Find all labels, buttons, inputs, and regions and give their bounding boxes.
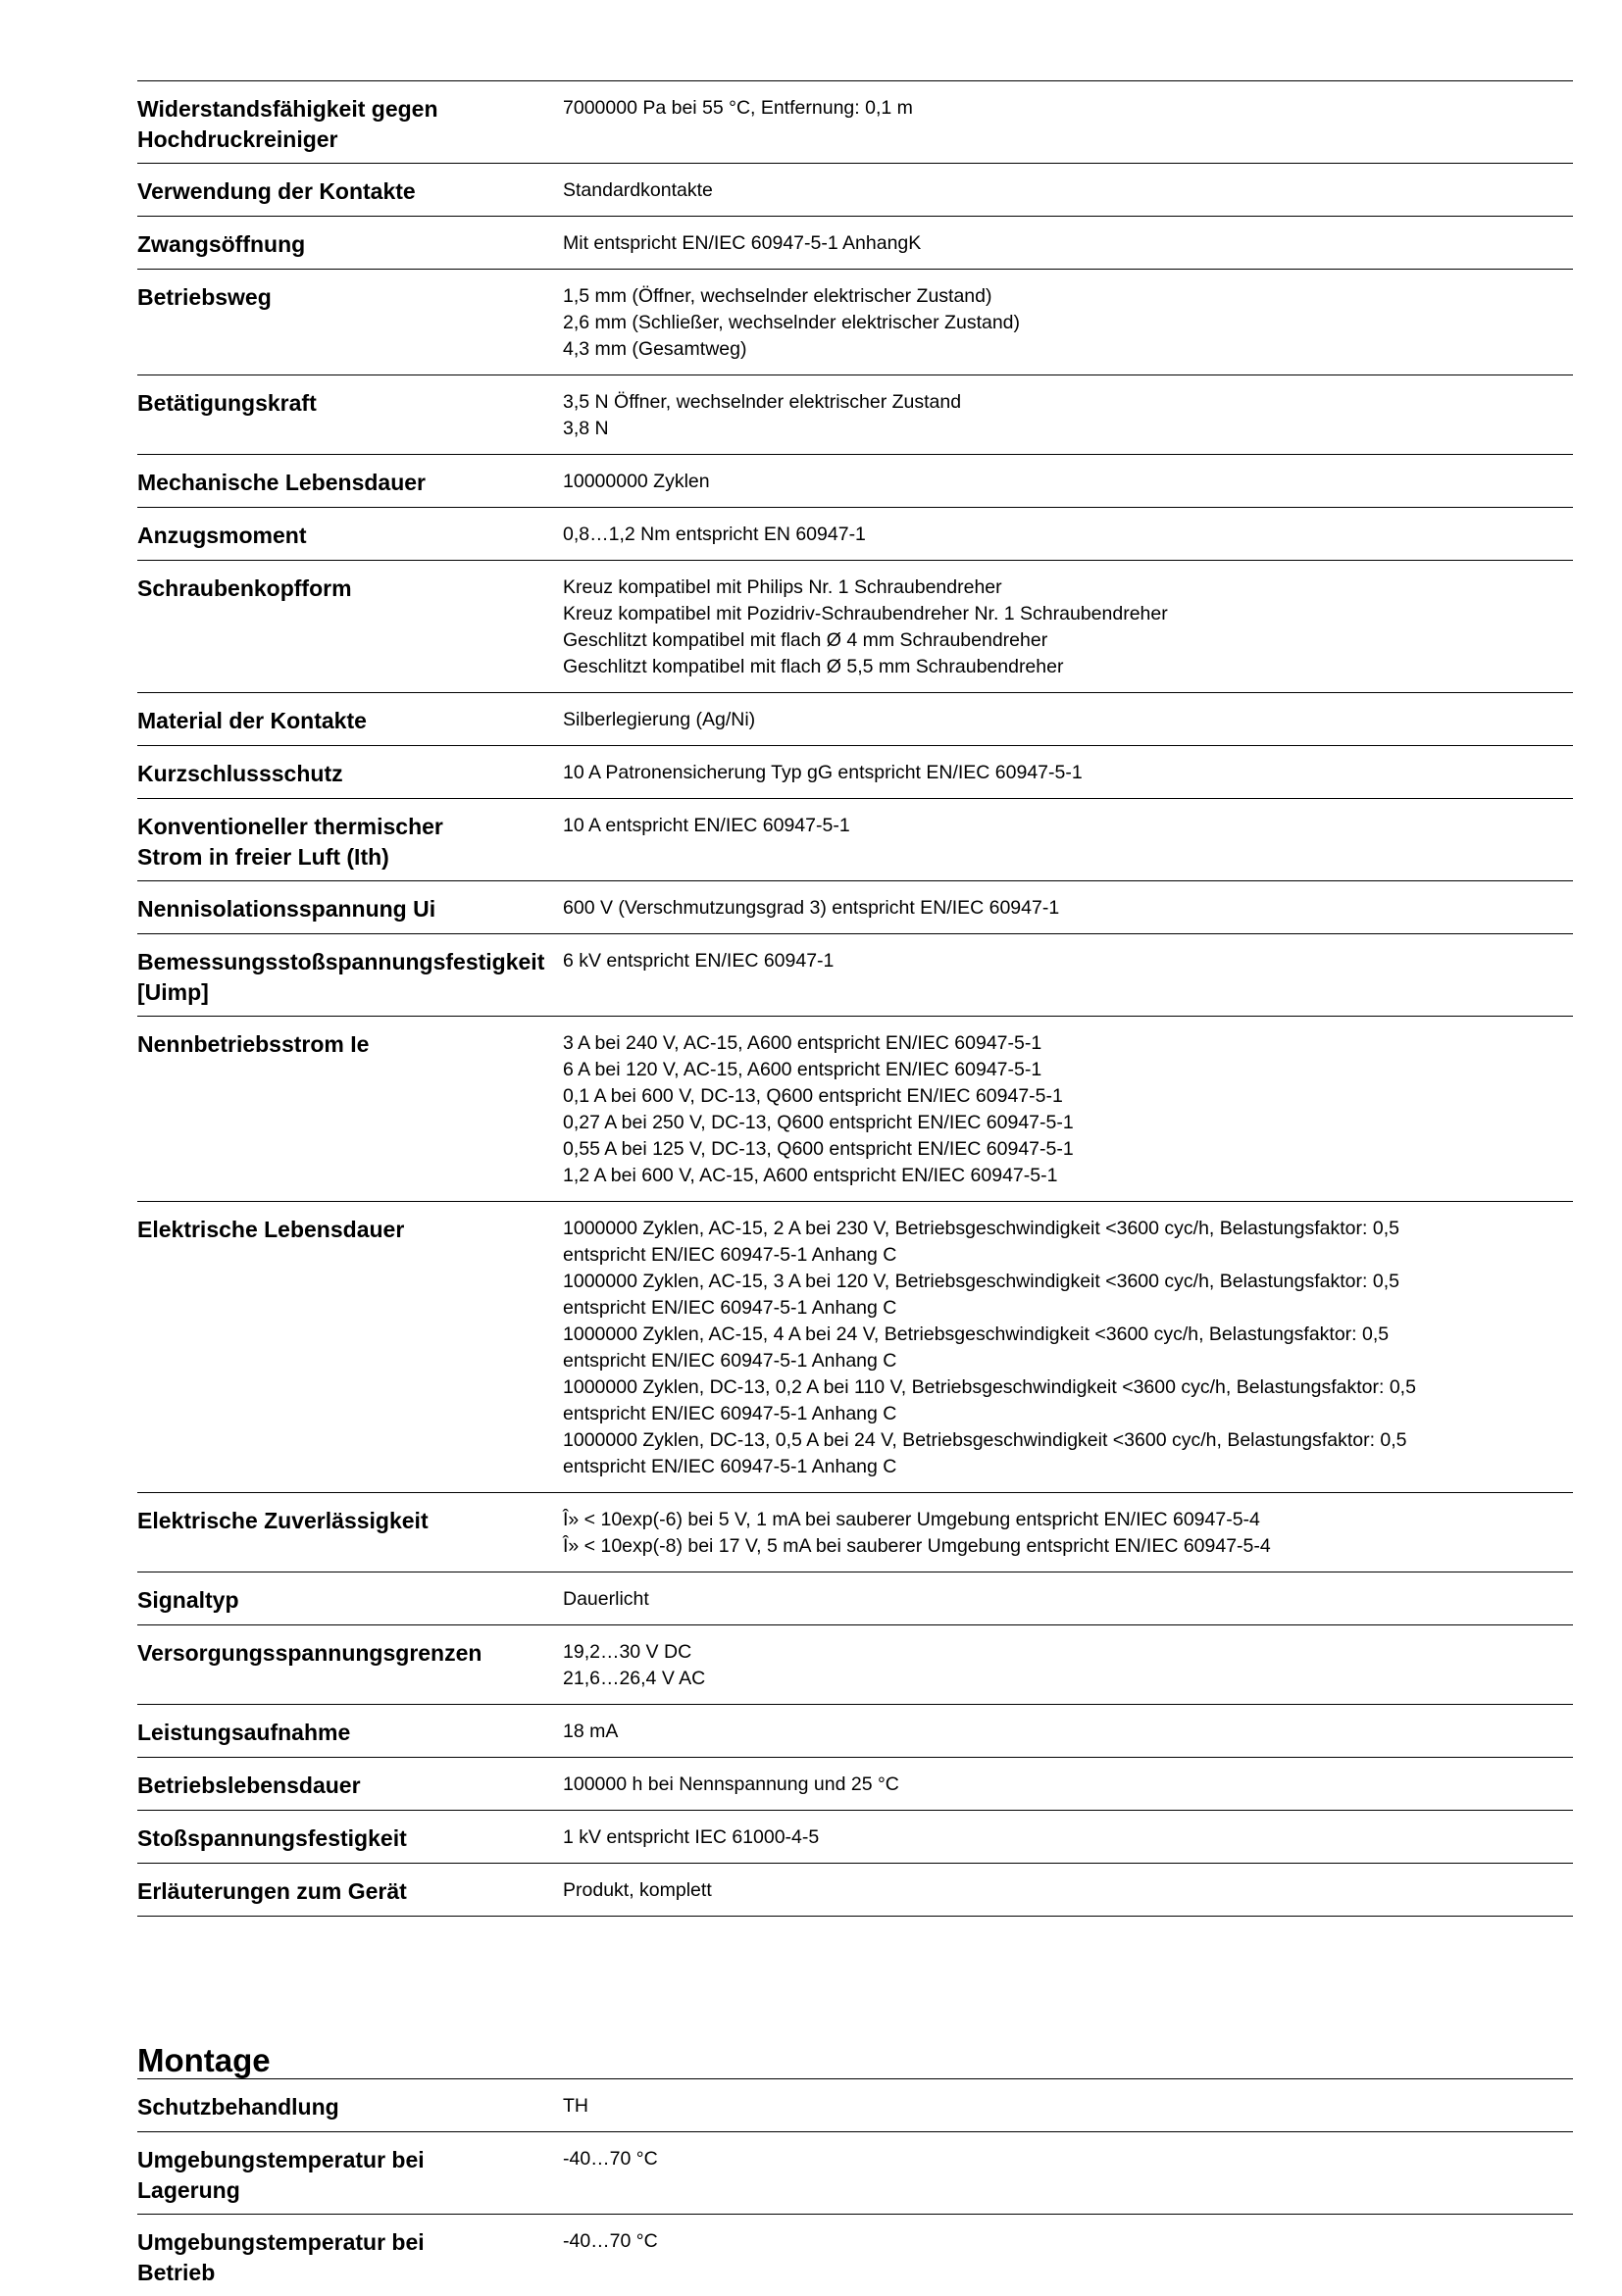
spec-label: Bemessungsstoßspannungsfestigkeit [Uimp]	[137, 949, 545, 1005]
spec-row	[137, 560, 1573, 692]
spec-value	[563, 561, 1573, 692]
spec-label: Betätigungskraft	[137, 390, 317, 416]
section-title-montage: Montage	[137, 2042, 271, 2078]
spec-value	[563, 81, 1573, 163]
spec-value	[563, 799, 1573, 880]
spec-label: Umgebungstemperatur bei Betrieb	[137, 2229, 425, 2285]
spec-value-line: 600 V (Verschmutzungsgrad 3) entspricht EN/IEC 60947-1	[563, 897, 1060, 919]
spec-value	[563, 1493, 1573, 1572]
spec-value-line: 3 A bei 240 V, AC-15, A600 entspricht EN/IEC 60947-5-1	[563, 1032, 1042, 1054]
spec-value	[563, 1572, 1573, 1624]
spec-value-line: Geschlitzt kompatibel mit flach Ø 4 mm Schraubendreher	[563, 629, 1048, 651]
spec-value-line: Produkt, komplett	[563, 1879, 712, 1901]
spec-label: Umgebungstemperatur bei Lagerung	[137, 2147, 425, 2203]
spec-label: Nennbetriebsstrom Ie	[137, 1031, 370, 1057]
spec-row	[137, 798, 1573, 880]
spec-label: Verwendung der Kontakte	[137, 178, 416, 204]
spec-row	[137, 1016, 1573, 1201]
spec-value-line: 1 kV entspricht IEC 61000-4-5	[563, 1826, 820, 1848]
spec-label: Elektrische Lebensdauer	[137, 1217, 405, 1242]
spec-value	[563, 164, 1573, 216]
spec-value	[563, 1017, 1573, 1201]
spec-value	[563, 2132, 1573, 2214]
spec-label: Schraubenkopfform	[137, 575, 352, 601]
spec-row	[137, 269, 1573, 374]
spec-value	[563, 1811, 1573, 1863]
spec-table	[137, 80, 1573, 1917]
spec-value	[563, 2215, 1573, 2296]
spec-row	[137, 1624, 1573, 1704]
spec-label: Betriebsweg	[137, 284, 272, 310]
spec-value-line: Silberlegierung (Ag/Ni)	[563, 709, 756, 730]
spec-value-line: 1000000 Zyklen, DC-13, 0,2 A bei 110 V, Betriebsgeschwindigkeit <3600 cyc/h, Belastungsfaktor: 0,5	[563, 1376, 1416, 1398]
spec-value	[563, 270, 1573, 374]
spec-value-line: Kreuz kompatibel mit Pozidriv-Schraubendreher Nr. 1 Schraubendreher	[563, 603, 1168, 624]
spec-value-line: 6 A bei 120 V, AC-15, A600 entspricht EN/IEC 60947-5-1	[563, 1059, 1042, 1080]
spec-value-line: 10 A Patronensicherung Typ gG entspricht EN/IEC 60947-5-1	[563, 762, 1083, 783]
spec-label: Stoßspannungsfestigkeit	[137, 1825, 407, 1851]
spec-value-line: 19,2…30 V DC	[563, 1641, 692, 1663]
spec-row	[137, 163, 1573, 216]
spec-label: Elektrische Zuverlässigkeit	[137, 1508, 429, 1533]
spec-value-line: entspricht EN/IEC 60947-5-1 Anhang C	[563, 1244, 897, 1266]
spec-value-line: 1000000 Zyklen, DC-13, 0,5 A bei 24 V, Betriebsgeschwindigkeit <3600 cyc/h, Belastungsfaktor: 0,5	[563, 1429, 1407, 1451]
spec-value-line: 1000000 Zyklen, AC-15, 4 A bei 24 V, Betriebsgeschwindigkeit <3600 cyc/h, Belastungsfaktor: 0,5	[563, 1323, 1390, 1345]
spec-row	[137, 880, 1573, 933]
spec-value-line: 3,5 N Öffner, wechselnder elektrischer Zustand	[563, 391, 962, 413]
spec-row	[137, 1572, 1573, 1624]
spec-row	[137, 216, 1573, 269]
spec-row	[137, 507, 1573, 560]
spec-row	[137, 1863, 1573, 1917]
spec-row	[137, 745, 1573, 798]
spec-label: Widerstandsfähigkeit gegen Hochdruckreiniger	[137, 96, 438, 152]
spec-value-line: 7000000 Pa bei 55 °C, Entfernung: 0,1 m	[563, 97, 913, 119]
spec-value-line: entspricht EN/IEC 60947-5-1 Anhang C	[563, 1403, 897, 1424]
spec-value-line: 4,3 mm (Gesamtweg)	[563, 338, 747, 360]
spec-value-line: 2,6 mm (Schließer, wechselnder elektrischer Zustand)	[563, 312, 1021, 333]
spec-row	[137, 1757, 1573, 1810]
spec-row	[137, 692, 1573, 745]
spec-value-line: 0,55 A bei 125 V, DC-13, Q600 entspricht EN/IEC 60947-5-1	[563, 1138, 1074, 1160]
spec-row	[137, 2078, 1573, 2131]
spec-value-line: 100000 h bei Nennspannung und 25 °C	[563, 1773, 899, 1795]
spec-value-line: entspricht EN/IEC 60947-5-1 Anhang C	[563, 1456, 897, 1477]
spec-value-line: 3,8 N	[563, 418, 609, 439]
spec-value	[563, 1758, 1573, 1810]
spec-label: Anzugsmoment	[137, 523, 307, 548]
spec-value-line: Kreuz kompatibel mit Philips Nr. 1 Schraubendreher	[563, 576, 1002, 598]
spec-value	[563, 881, 1573, 933]
spec-value	[563, 1625, 1573, 1704]
spec-label: Nennisolationsspannung Ui	[137, 896, 436, 922]
spec-value-line: TH	[563, 2095, 588, 2117]
spec-row	[137, 1201, 1573, 1492]
spec-label: Konventioneller thermischer Strom in freier Luft (Ith)	[137, 814, 443, 870]
spec-value-line: 1000000 Zyklen, AC-15, 3 A bei 120 V, Betriebsgeschwindigkeit <3600 cyc/h, Belastungsfaktor: 0,5	[563, 1271, 1399, 1292]
spec-label: Versorgungsspannungsgrenzen	[137, 1640, 482, 1666]
spec-label: Signaltyp	[137, 1587, 239, 1613]
spec-row	[137, 1810, 1573, 1863]
spec-value	[563, 1705, 1573, 1757]
spec-value-line: 0,1 A bei 600 V, DC-13, Q600 entspricht EN/IEC 60947-5-1	[563, 1085, 1063, 1107]
spec-value-line: 6 kV entspricht EN/IEC 60947-1	[563, 950, 835, 972]
spec-value-line: Mit entspricht EN/IEC 60947-5-1 AnhangK	[563, 232, 922, 254]
spec-value	[563, 1864, 1573, 1916]
spec-label: Zwangsöffnung	[137, 231, 306, 257]
spec-label: Betriebslebensdauer	[137, 1772, 361, 1798]
spec-value-line: 21,6…26,4 V AC	[563, 1668, 706, 1689]
spec-label: Erläuterungen zum Gerät	[137, 1878, 407, 1904]
spec-value-line: 0,27 A bei 250 V, DC-13, Q600 entspricht EN/IEC 60947-5-1	[563, 1112, 1074, 1133]
spec-value-line: Geschlitzt kompatibel mit flach Ø 5,5 mm Schraubendreher	[563, 656, 1064, 677]
spec-value-line: 18 mA	[563, 1721, 619, 1742]
spec-value	[563, 934, 1573, 1016]
spec-value-line: 1,2 A bei 600 V, AC-15, A600 entspricht EN/IEC 60947-5-1	[563, 1165, 1058, 1186]
spec-label: Material der Kontakte	[137, 708, 367, 733]
spec-value	[563, 455, 1573, 507]
spec-value-line: -40…70 °C	[563, 2148, 658, 2170]
spec-value	[563, 693, 1573, 745]
spec-label: Leistungsaufnahme	[137, 1720, 351, 1745]
spec-row	[137, 80, 1573, 163]
spec-value-line: Î» < 10exp(-6) bei 5 V, 1 mA bei sauberer Umgebung entspricht EN/IEC 60947-5-4	[563, 1509, 1260, 1530]
spec-label: Schutzbehandlung	[137, 2094, 339, 2120]
spec-value	[563, 375, 1573, 454]
spec-row	[137, 1492, 1573, 1572]
spec-value	[563, 217, 1573, 269]
spec-row	[137, 933, 1573, 1016]
spec-value-line: 1000000 Zyklen, AC-15, 2 A bei 230 V, Betriebsgeschwindigkeit <3600 cyc/h, Belastungsfaktor: 0,5	[563, 1218, 1399, 1239]
spec-value-line: entspricht EN/IEC 60947-5-1 Anhang C	[563, 1297, 897, 1319]
spec-row	[137, 454, 1573, 507]
spec-value-line: 1,5 mm (Öffner, wechselnder elektrischer Zustand)	[563, 285, 992, 307]
spec-value-line: Dauerlicht	[563, 1588, 649, 1610]
spec-value	[563, 1202, 1573, 1492]
spec-value	[563, 746, 1573, 798]
spec-value-line: 10000000 Zyklen	[563, 471, 710, 492]
spec-value-line: 0,8…1,2 Nm entspricht EN 60947-1	[563, 524, 866, 545]
spec-value-line: -40…70 °C	[563, 2230, 658, 2252]
spec-value-line: 10 A entspricht EN/IEC 60947-5-1	[563, 815, 850, 836]
spec-row	[137, 2131, 1573, 2214]
spec-label: Kurzschlussschutz	[137, 761, 343, 786]
spec-value-line: Standardkontakte	[563, 179, 713, 201]
spec-value-line: entspricht EN/IEC 60947-5-1 Anhang C	[563, 1350, 897, 1372]
spec-row	[137, 2214, 1573, 2296]
spec-value	[563, 2079, 1573, 2131]
spec-row	[137, 1704, 1573, 1757]
spec-label: Mechanische Lebensdauer	[137, 470, 426, 495]
spec-value	[563, 508, 1573, 560]
spec-row	[137, 374, 1573, 454]
spec-value-line: Î» < 10exp(-8) bei 17 V, 5 mA bei sauberer Umgebung entspricht EN/IEC 60947-5-4	[563, 1535, 1271, 1557]
montage-table	[137, 2078, 1573, 2296]
